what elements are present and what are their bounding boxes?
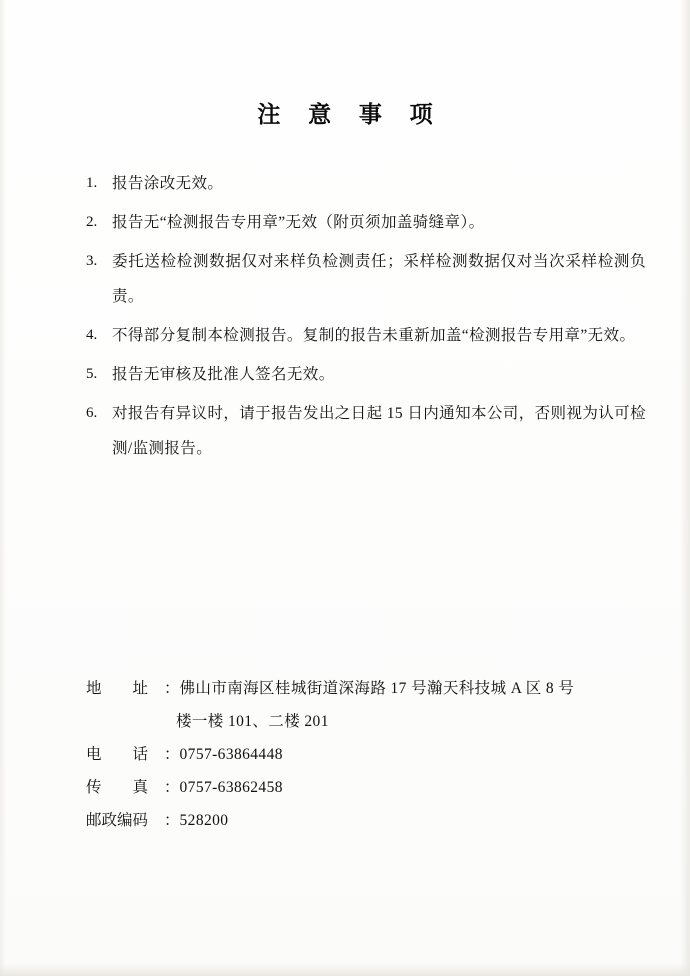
contact-row-fax — [86, 771, 646, 804]
notes-list — [86, 166, 646, 470]
list-item-text: 委托送检检测数据仅对来样负检测责任；采样检测数据仅对当次采样检测负责。 — [112, 253, 646, 305]
address-value-line2: 楼一楼 101、二楼 201 — [176, 713, 329, 730]
list-item-text: 对报告有异议时，请于报告发出之日起 15 日内通知本公司，否则视为认可检测/监测报告。 — [112, 405, 646, 457]
address-separator: ： — [164, 680, 180, 697]
postcode-separator: ： — [164, 812, 180, 829]
list-item — [86, 318, 646, 353]
fax-value: 0757-63862458 — [179, 779, 283, 796]
list-item — [86, 396, 646, 466]
phone-separator: ： — [164, 746, 180, 763]
page-edge-shadow-left — [0, 0, 6, 976]
list-item-number: 1. — [86, 175, 98, 191]
list-item — [86, 205, 646, 240]
contact-row-address — [86, 672, 646, 705]
list-item-number: 3. — [86, 253, 98, 269]
page-title: 注 意 事 项 — [257, 102, 444, 127]
list-item-number: 5. — [86, 366, 98, 382]
postcode-value: 528200 — [179, 812, 229, 829]
address-label: 地 址 — [86, 680, 149, 697]
list-item — [86, 166, 646, 201]
address-value: 佛山市南海区桂城街道深海路 17 号瀚天科技城 A 区 8 号 — [179, 680, 575, 697]
contact-row-phone — [86, 738, 646, 771]
list-item-number: 4. — [86, 327, 98, 343]
fax-separator: ： — [164, 779, 180, 796]
list-item-text: 报告无审核及批准人签名无效。 — [112, 366, 335, 383]
list-item-number: 6. — [86, 405, 98, 421]
list-item — [86, 244, 646, 314]
fax-label: 传 真 — [86, 779, 149, 796]
contact-row-postcode — [86, 804, 646, 837]
postcode-label: 邮政编码 — [86, 812, 149, 829]
page-edge-shadow-bottom — [0, 964, 690, 976]
list-item-text: 报告无“检测报告专用章”无效（附页须加盖骑缝章）。 — [112, 214, 485, 231]
list-item-text: 不得部分复制本检测报告。复制的报告未重新加盖“检测报告专用章”无效。 — [112, 327, 636, 344]
phone-label: 电 话 — [86, 746, 149, 763]
phone-value: 0757-63864448 — [179, 746, 283, 763]
page-edge-shadow-right — [680, 0, 690, 976]
contact-block — [86, 672, 646, 837]
list-item-text: 报告涂改无效。 — [112, 175, 224, 192]
list-item — [86, 357, 646, 392]
list-item-number: 2. — [86, 214, 98, 230]
